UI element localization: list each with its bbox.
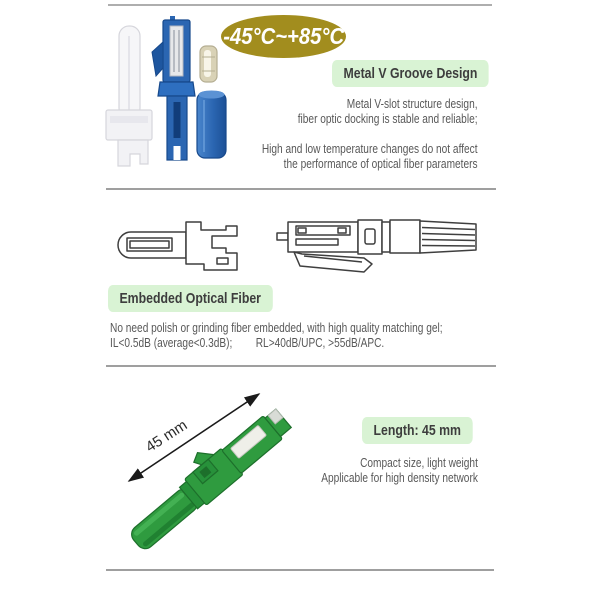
loss-stats-row <box>110 335 443 350</box>
metal-v-groove-para2 <box>262 141 478 171</box>
line-drawing-connector-carrier <box>105 204 265 284</box>
para-line: the performance of optical fiber parameters <box>284 156 478 171</box>
blue-rear-cap <box>197 91 226 159</box>
para-line: No need polish or grinding fiber embedded, with high quality matching gel; <box>110 320 443 335</box>
temperature-badge-text: -45°C~+85°C <box>223 23 344 49</box>
length-para <box>321 455 478 485</box>
separator-2 <box>106 365 496 367</box>
blue-connector-body <box>152 16 195 160</box>
para-line: Applicable for high density network <box>321 470 478 485</box>
dimension-label: 45 mm <box>142 416 191 456</box>
heading-metal-v-groove: Metal V Groove Design <box>332 60 489 87</box>
green-connector-photo <box>105 382 305 572</box>
line-drawing-assembled-connector <box>272 196 482 284</box>
green-connector <box>117 396 294 555</box>
metal-v-groove-para1 <box>298 96 478 126</box>
separator-1 <box>106 188 496 190</box>
temperature-badge <box>221 15 346 58</box>
para-line: Metal V-slot structure design, <box>347 96 478 111</box>
heading-embedded-optical-fiber: Embedded Optical Fiber <box>108 285 272 312</box>
heading-length: Length: 45 mm <box>362 417 472 444</box>
white-assembly-tool <box>106 26 152 166</box>
insertion-loss-value: IL<0.5dB (average<0.3dB); <box>110 335 233 350</box>
return-loss-value: RL>40dB/UPC, >55dB/APC. <box>255 335 385 350</box>
para-line: High and low temperature changes do not affect <box>262 141 478 156</box>
para-line: Compact size, light weight <box>360 455 478 470</box>
separator-top <box>108 4 492 6</box>
para-line: fiber optic docking is stable and reliable; <box>298 111 478 126</box>
embedded-fiber-para <box>110 320 443 350</box>
crimp-element <box>200 46 217 82</box>
